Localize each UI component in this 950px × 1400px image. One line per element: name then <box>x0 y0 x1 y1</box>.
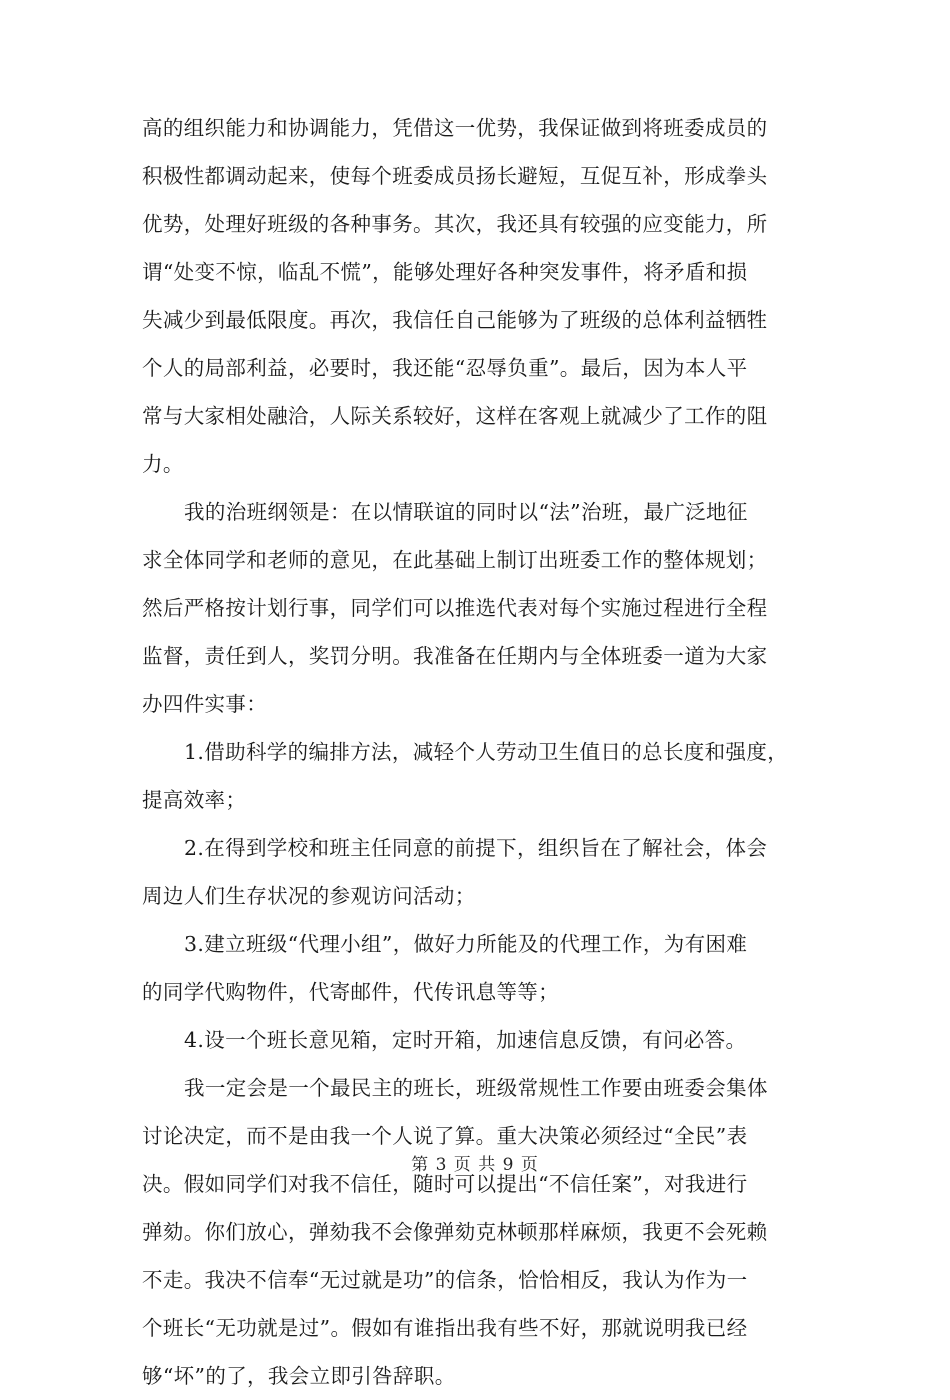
text-line: 我的治班纲领是：在以情联谊的同时以“法”治班，最广泛地征 <box>184 500 748 524</box>
text-line: 周边人们生存状况的参观访问活动； <box>142 884 476 908</box>
text-line: 常与大家相处融洽，人际关系较好，这样在客观上就减少了工作的阻 <box>142 404 768 428</box>
text-line: 高的组织能力和协调能力，凭借这一优势，我保证做到将班委成员的 <box>142 116 768 140</box>
text-line: 监督，责任到人，奖罚分明。我准备在任期内与全体班委一道为大家 <box>142 644 768 668</box>
text-line: 2.在得到学校和班主任同意的前提下，组织旨在了解社会，体会 <box>184 836 768 860</box>
text-line: 优势，处理好班级的各种事务。其次，我还具有较强的应变能力，所 <box>142 212 768 236</box>
text-line: 决。假如同学们对我不信任，随时可以提出“不信任案”，对我进行 <box>142 1172 748 1196</box>
page-number-footer: 第 3 页 共 9 页 <box>411 1155 539 1175</box>
document-body <box>142 104 806 1400</box>
paragraph-qualifications <box>142 104 806 488</box>
text-line: 4.设一个班长意见箱，定时开箱，加速信息反馈，有问必答。 <box>184 1028 747 1052</box>
text-line: 个班长“无功就是过”。假如有谁指出我有些不好，那就说明我已经 <box>142 1316 748 1340</box>
text-line: 失减少到最低限度。再次，我信任自己能够为了班级的总体利益牺牲 <box>142 308 768 332</box>
list-item-4 <box>142 1016 806 1064</box>
text-line: 够“坏”的了，我会立即引咎辞职。 <box>142 1364 456 1388</box>
text-line: 的同学代购物件，代寄邮件，代传讯息等等； <box>142 980 559 1004</box>
text-line: 办四件实事： <box>142 692 268 716</box>
text-line: 谓“处变不惊，临乱不慌”，能够处理好各种突发事件，将矛盾和损 <box>142 260 748 284</box>
text-line: 求全体同学和老师的意见，在此基础上制订出班委工作的整体规划； <box>142 548 768 572</box>
text-line: 1.借助科学的编排方法，减轻个人劳动卫生值日的总长度和强度， <box>184 740 789 764</box>
text-line: 3.建立班级“代理小组”，做好力所能及的代理工作，为有困难 <box>184 932 748 956</box>
text-line: 个人的局部利益，必要时，我还能“忍辱负重”。最后，因为本人平 <box>142 356 748 380</box>
text-line: 弹劾。你们放心，弹劾我不会像弹劾克林顿那样麻烦，我更不会死赖 <box>142 1220 768 1244</box>
paragraph-class-program <box>142 488 806 728</box>
list-item-1 <box>142 728 806 824</box>
text-line: 不走。我决不信奉“无过就是功”的信条，恰恰相反，我认为作为一 <box>142 1268 748 1292</box>
text-line: 力。 <box>142 452 184 476</box>
text-line: 我一定会是一个最民主的班长，班级常规性工作要由班委会集体 <box>184 1076 768 1100</box>
list-item-3 <box>142 920 806 1016</box>
text-line: 提高效率； <box>142 788 247 812</box>
paragraph-democratic-monitor <box>142 1064 806 1400</box>
list-item-2 <box>142 824 806 920</box>
text-line: 然后严格按计划行事，同学们可以推选代表对每个实施过程进行全程 <box>142 596 768 620</box>
text-line: 积极性都调动起来，使每个班委成员扬长避短，互促互补，形成拳头 <box>142 164 768 188</box>
text-line: 讨论决定，而不是由我一个人说了算。重大决策必须经过“全民”表 <box>142 1124 748 1148</box>
